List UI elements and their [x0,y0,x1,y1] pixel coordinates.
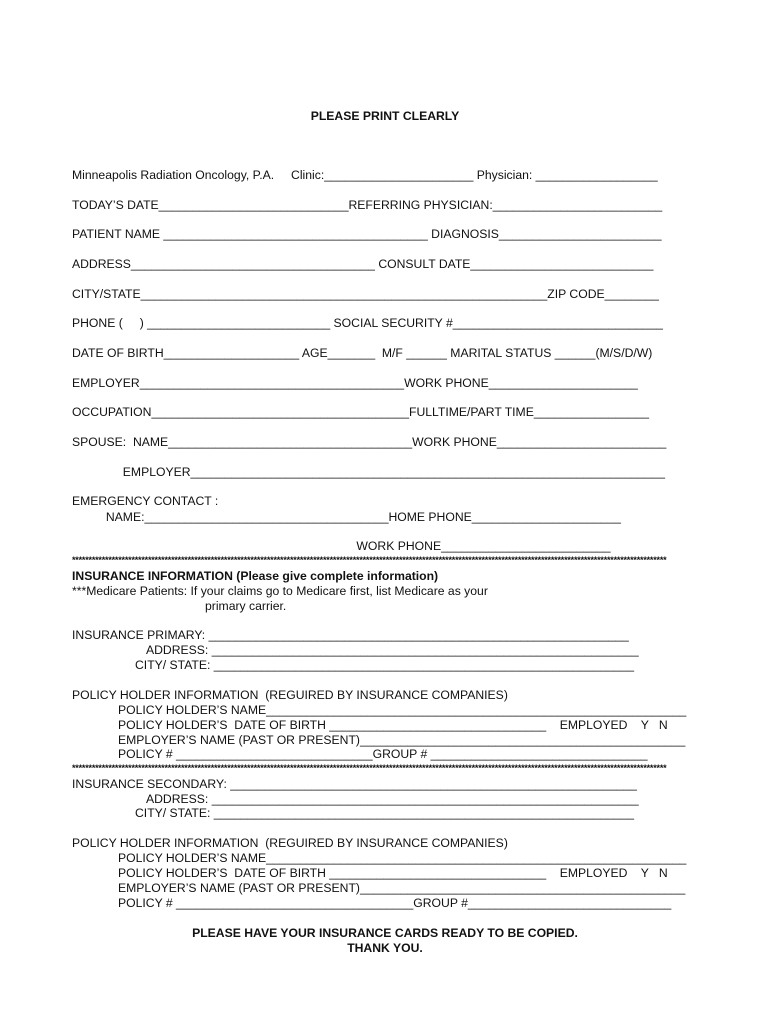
secondary-policy-holder-info: POLICY HOLDER INFORMATION (REGUIRED BY INSURANCE COMPANIES) [72,836,508,850]
spouse-employer-line: EMPLOYER______________________________________________________________________ [72,465,665,479]
phone-line: PHONE ( ) ___________________________ SOCIAL SECURITY #_______________________________ [72,316,663,330]
secondary-address-line: ADDRESS: _______________________________________________________________ [146,792,639,806]
date-of-birth-line: DATE OF BIRTH____________________ AGE_______ M/F ______ MARITAL STATUS ______(M/S/D/W) [72,346,653,360]
medicare-note: ***Medicare Patients: If your claims go to Medicare first, list Medicare as your [72,584,488,598]
address-line: ADDRESS____________________________________ CONSULT DATE___________________________ [72,257,654,271]
secondary-city-state-line: CITY/ STATE: ______________________________________________________________ [135,806,635,820]
separator-line: ************************************************************************************************************************************************************************************ [72,555,667,565]
spouse-name-line: SPOUSE: NAME____________________________________WORK PHONE_________________________ [72,435,667,449]
separator-line: ************************************************************************************************************************************************************************************ [72,763,667,773]
occupation-line: OCCUPATION______________________________________FULLTIME/PART TIME_________________ [72,405,650,419]
clinic-line: Minneapolis Radiation Oncology, P.A. Clinic:______________________ Physician: __________________ [72,168,658,182]
primary-address-line: ADDRESS: _______________________________________________________________ [146,643,639,657]
primary-insurance-line: INSURANCE PRIMARY: ______________________________________________________________ [72,628,629,642]
employer-line: EMPLOYER_______________________________________WORK PHONE______________________ [72,376,638,390]
secondary-holder-name-line: POLICY HOLDER’S NAME______________________________________________________________ [118,851,687,865]
footer-insurance-cards: PLEASE HAVE YOUR INSURANCE CARDS READY TO BE COPIED. [192,926,578,940]
secondary-insurance-line: INSURANCE SECONDARY: ____________________________________________________________ [72,777,637,791]
todays-date-line: TODAY’S DATE____________________________REFERRING PHYSICIAN:_________________________ [72,198,663,212]
emergency-name-line: NAME:____________________________________HOME PHONE______________________ [72,510,621,524]
primary-holder-dob-line: POLICY HOLDER’S DATE OF BIRTH ________________________________ EMPLOYED Y N [118,718,668,732]
patient-name-line: PATIENT NAME _______________________________________ DIAGNOSIS________________________ [72,227,662,241]
primary-holder-name-line: POLICY HOLDER’S NAME______________________________________________________________ [118,703,687,717]
primary-policy-holder-info: POLICY HOLDER INFORMATION (REGUIRED BY INSURANCE COMPANIES) [72,688,508,702]
primary-policy-line: POLICY # _____________________________GROUP # ________________________________ [118,747,648,761]
primary-employer-line: EMPLOYER’S NAME (PAST OR PRESENT)________________________________________________ [118,733,686,747]
secondary-holder-dob-line: POLICY HOLDER’S DATE OF BIRTH ________________________________ EMPLOYED Y N [118,866,668,880]
primary-city-state-line: CITY/ STATE: ______________________________________________________________ [135,658,635,672]
page-title: PLEASE PRINT CLEARLY [310,109,460,123]
emergency-contact-label: EMERGENCY CONTACT : [72,494,219,508]
secondary-employer-line: EMPLOYER’S NAME (PAST OR PRESENT)________________________________________________ [118,881,686,895]
city-state-line: CITY/STATE____________________________________________________________ZIP CODE________ [72,287,659,301]
emergency-work-phone-line: WORK PHONE_________________________ [72,539,611,553]
footer-thank-you: THANK YOU. [347,941,423,955]
medicare-note-continued: primary carrier. [205,599,287,613]
secondary-policy-line: POLICY # ___________________________________GROUP #______________________________ [118,896,672,910]
insurance-heading: INSURANCE INFORMATION (Please give complete information) [72,569,439,583]
